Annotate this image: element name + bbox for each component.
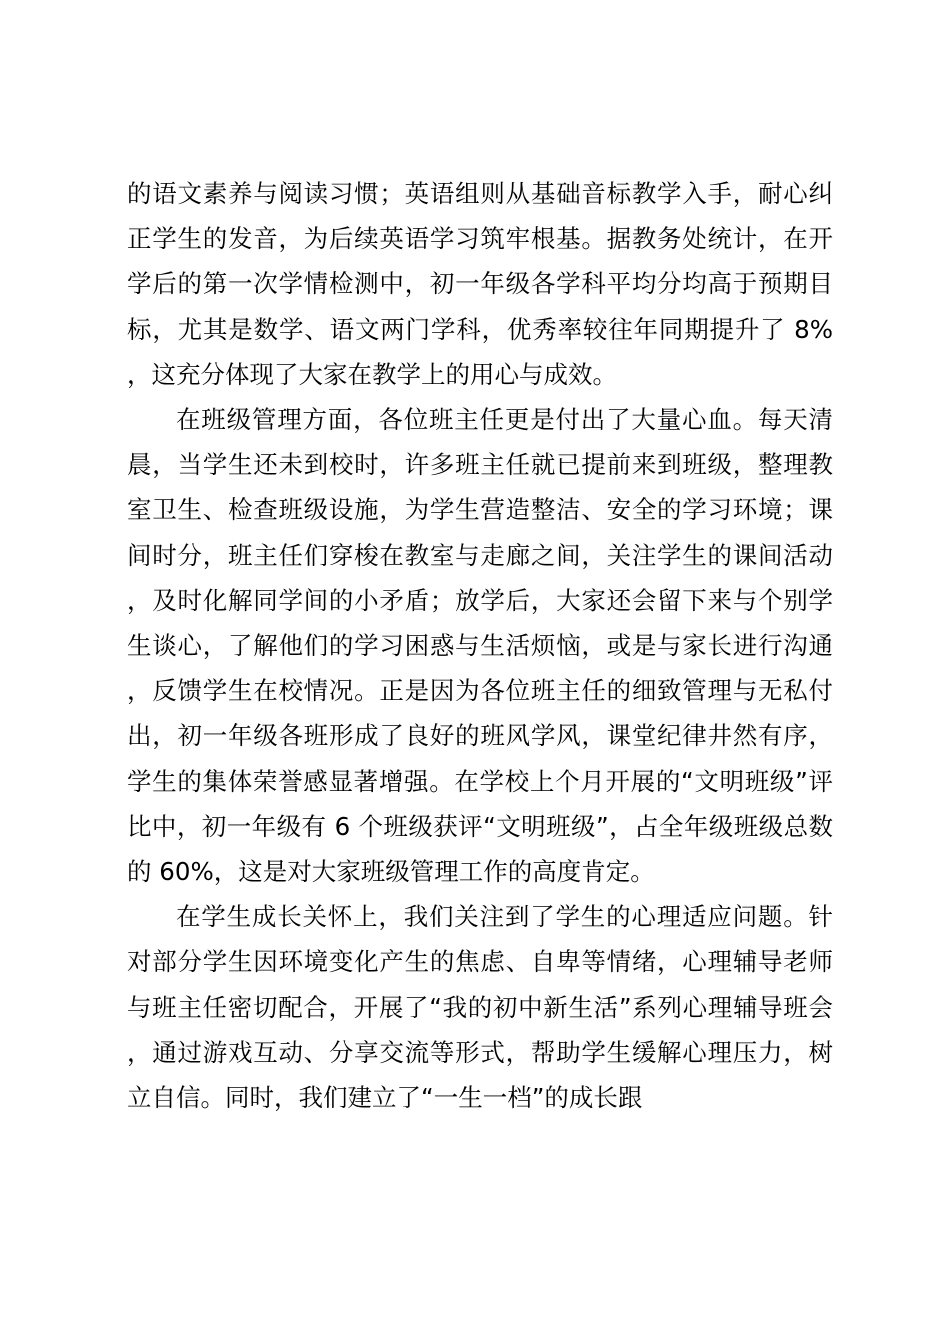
paragraph-teaching-results: 的语文素养与阅读习惯；英语组则从基础音标教学入手，耐心纠正学生的发音，为后续英语学习筑牢根基。据教务处统计，在开学后的第一次学情检测中，初一年级各学科平均分均高于预期目标，尤其是数学、语文两门学科，优秀率较往年同期提升了 8%，这充分体现了大家在教学上的用心与成效。 (127, 179, 833, 389)
paragraph-student-care: 在学生成长关怀上，我们关注到了学生的心理适应问题。针对部分学生因环境变化产生的焦虑、自卑等情绪，心理辅导老师与班主任密切配合，开展了“我的初中新生活”系列心理辅导班会，通过游戏互动、分享交流等形式，帮助学生缓解心理压力，树立自信。同时，我们建立了“一生一档”的成长跟 (127, 902, 833, 1113)
paragraph-class-management: 在班级管理方面，各位班主任更是付出了大量心血。每天清晨，当学生还未到校时，许多班主任就已提前来到班级，整理教室卫生、检查班级设施，为学生营造整洁、安全的学习环境；课间时分，班主任们穿梭在教室与走廊之间，关注学生的课间活动，及时化解同学间的小矛盾；放学后，大家还会留下来与个别学生谈心，了解他们的学习困惑与生活烦恼，或是与家长进行沟通，反馈学生在校情况。正是因为各位班主任的细致管理与无私付出，初一年级各班形成了良好的班风学风，课堂纪律井然有序，学生的集体荣誉感显著增强。在学校上个月开展的“文明班级”评比中，初一年级有 6 个班级获评“文明班级”，占全年级班级总数的 60%，这是对大家班级管理工作的高度肯定。 (127, 405, 833, 887)
document-body (127, 171, 833, 1120)
